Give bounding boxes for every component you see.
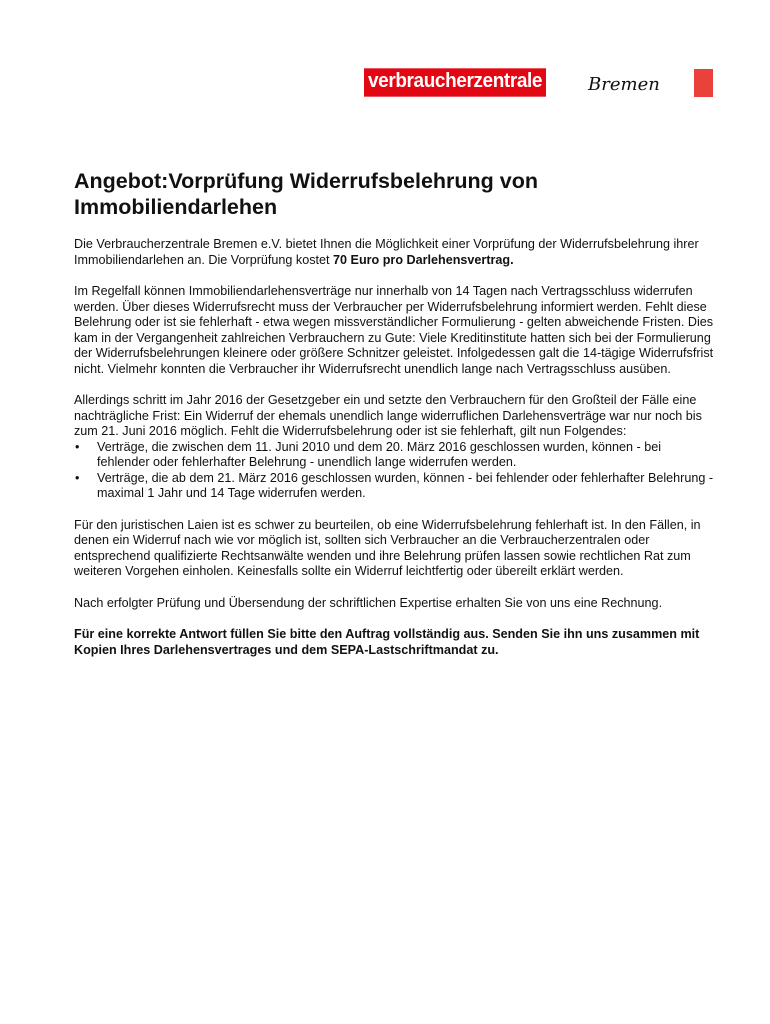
conditions-list <box>74 440 716 502</box>
header-logo <box>364 69 660 96</box>
paragraph-advice: Für den juristischen Laien ist es schwer zu beurteilen, ob eine Widerrufsbelehrung fehlerhaft ist. In den Fällen, in denen ein Widerruf nach wie vor möglich ist, sollten sich Verbraucher an die Verbraucherzentralen oder entsprechend qualifizierte Rechtsanwälte wenden und ihre Belehrung prüfen lassen sowie rechtlichen Rat zum weiteren Vorgehen einholen. Keinesfalls sollte ein Widerruf leichtfertig oder übereilt erklärt werden. <box>74 517 701 578</box>
intro-price: 70 Euro pro Darlehensvertrag. <box>333 252 514 267</box>
paragraph-withdrawal-rules: Im Regelfall können Immobiliendarlehensverträge nur innerhalb von 14 Tagen nach Vertragsschluss widerrufen werden. Über dieses Widerrufsrecht muss der Verbraucher per Widerrufsbelehrung informiert werden. Fehlt diese Belehrung oder ist sie fehlerhaft - etwa wegen missverständlicher Formulierung - gelten abweichende Fristen. Dies kam in der Vergangenheit zahlreichen Verbrauchern zu Gute: Viele Kreditinstitute hatten sich bei der Formulierung der Widerrufsbelehrungen kleinere oder größere Schnitzer geleistet. Infolgedessen galt die 14-tägige Widerrufsfrist nicht. Vielmehr konnten die Verbraucher ihr Widerrufsrecht unendlich lange nach Vertragsschluss ausüben. <box>74 284 714 376</box>
verbraucherzentrale-logo: verbraucherzentrale <box>364 68 546 96</box>
document-body <box>74 168 716 674</box>
list-item: • Verträge, die zwischen dem 11. Juni 2010 und dem 20. März 2016 geschlossen wurden, können - bei fehlender oder fehlerhafter Belehrung - unendlich lange widerrufen werden. <box>74 440 716 471</box>
logo-city-name: Bremen <box>588 74 660 95</box>
list-item: • Verträge, die ab dem 21. März 2016 geschlossen wurden, können - bei fehlender oder fehlerhafter Belehrung - maximal 1 Jahr und 14 Tage widerrufen werden. <box>74 471 716 502</box>
closing-instruction: Für eine korrekte Antwort füllen Sie bitte den Auftrag vollständig aus. Senden Sie ihn uns zusammen mit Kopien Ihres Darlehensvertrages und dem SEPA-Lastschriftmandat zu. <box>74 627 700 657</box>
intro-paragraph <box>74 237 716 268</box>
corner-red-square <box>694 69 713 97</box>
paragraph-invoice: Nach erfolgter Prüfung und Übersendung der schriftlichen Expertise erhalten Sie von uns eine Rechnung. <box>74 595 663 610</box>
intro-text: Die Verbraucherzentrale Bremen e.V. bietet Ihnen die Möglichkeit einer Vorprüfung der Widerrufsbelehrung ihrer Immobiliendarlehen an. Die Vorprüfung kostet <box>74 237 699 267</box>
page-title: Angebot:Vorprüfung Widerrufsbelehrung von Immobiliendarlehen <box>74 169 539 219</box>
paragraph-legislation: Allerdings schritt im Jahr 2016 der Gesetzgeber ein und setzte den Verbrauchern für den Großteil der Fälle eine nachträgliche Frist: Ein Widerruf der ehemals unendlich lange widerruflichen Darlehensverträge war nur noch bis zum 21. Juni 2016 möglich. Fehlt die Widerrufsbelehrung oder ist sie fehlerhaft, gilt nun Folgendes: <box>74 393 702 438</box>
